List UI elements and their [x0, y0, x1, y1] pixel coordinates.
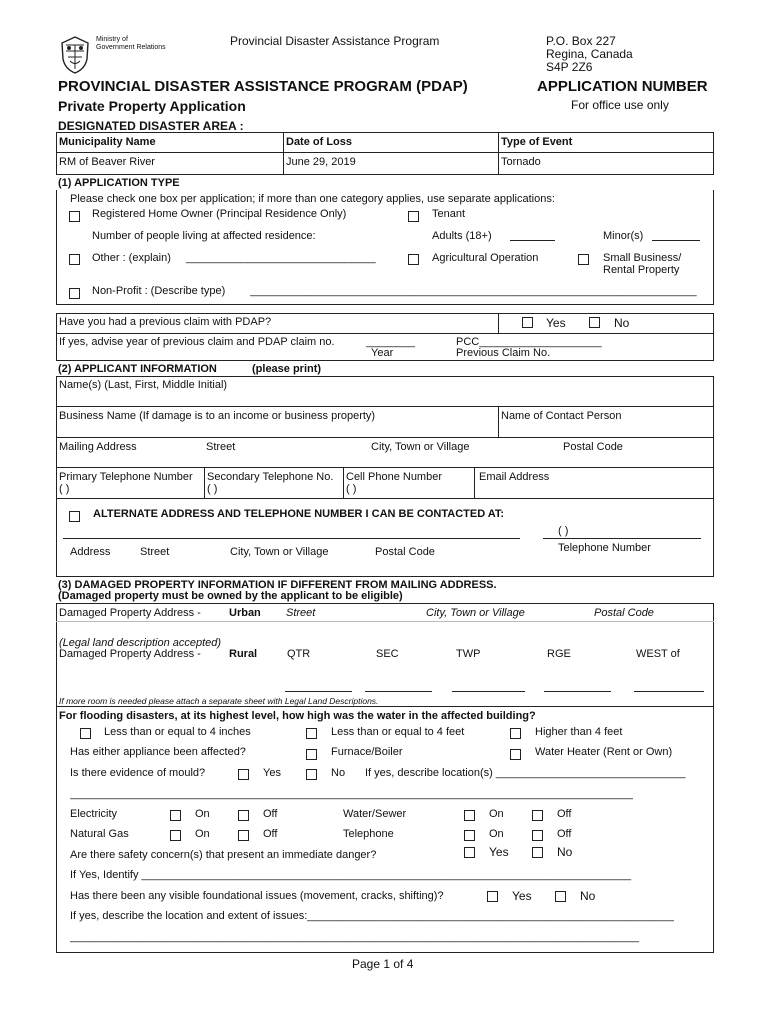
- primary-phone-label[interactable]: Primary Telephone Number: [59, 471, 193, 483]
- mould-yes-label: Yes: [263, 767, 281, 779]
- lt-4-feet-label: Less than or equal to 4 feet: [331, 726, 465, 738]
- secondary-phone-paren: ( ): [207, 483, 218, 495]
- telephone-label: Telephone: [343, 828, 394, 840]
- west-of-field[interactable]: [634, 691, 704, 692]
- electricity-off-label: Off: [263, 808, 278, 820]
- small-business-checkbox[interactable]: [578, 254, 589, 265]
- col-municipality: Municipality Name: [59, 136, 156, 148]
- secondary-phone-label[interactable]: Secondary Telephone No.: [207, 471, 334, 483]
- mould-question: Is there evidence of mould?: [70, 767, 206, 779]
- furnace-checkbox[interactable]: [306, 749, 317, 760]
- cell-phone-paren: ( ): [346, 483, 357, 495]
- non-profit-label: Non-Profit : (Describe type): [92, 285, 226, 297]
- section-application-type: (1) APPLICATION TYPE: [58, 177, 180, 189]
- page-number: Page 1 of 4: [352, 957, 414, 971]
- other-label: Other : (explain): [92, 252, 171, 264]
- identify-field[interactable]: If Yes, Identify ________________________________________________________________________________: [70, 869, 631, 881]
- mailing-address-label[interactable]: Mailing Address: [59, 441, 137, 453]
- home-owner-label: Registered Home Owner (Principal Residence Only): [92, 208, 347, 220]
- rge-label: RGE: [547, 648, 571, 660]
- alt-phone-paren: ( ): [558, 525, 569, 537]
- home-owner-checkbox[interactable]: [69, 211, 80, 222]
- gas-on-label: On: [195, 828, 210, 840]
- twp-label: TWP: [456, 648, 481, 660]
- alternate-address-field[interactable]: [63, 538, 520, 539]
- telephone-on-label: On: [489, 828, 504, 840]
- lt-4-inches-checkbox[interactable]: [80, 728, 91, 739]
- electricity-on-checkbox[interactable]: [170, 810, 181, 821]
- flooding-question: For flooding disasters, at its highest level, how high was the water in the affected building?: [59, 710, 536, 722]
- previous-claim-question: Have you had a previous claim with PDAP?: [59, 316, 272, 328]
- rental-property-label: Rental Property: [603, 264, 680, 276]
- damaged-address-label-rural: Damaged Property Address -: [59, 648, 201, 660]
- program-header: Provincial Disaster Assistance Program: [230, 34, 440, 48]
- west-of-label: WEST of: [636, 648, 680, 660]
- water-heater-label: Water Heater (Rent or Own): [535, 746, 673, 758]
- telephone-off-checkbox[interactable]: [532, 830, 543, 841]
- municipality-value[interactable]: RM of Beaver River: [59, 156, 155, 168]
- mould-no-checkbox[interactable]: [306, 769, 317, 780]
- alternate-address-label: ALTERNATE ADDRESS AND TELEPHONE NUMBER I CAN BE CONTACTED AT:: [93, 508, 505, 520]
- non-profit-checkbox[interactable]: [69, 288, 80, 299]
- urban-postal-label[interactable]: Postal Code: [594, 607, 654, 619]
- small-business-label: Small Business/: [603, 252, 682, 264]
- electricity-off-checkbox[interactable]: [238, 810, 249, 821]
- section-applicant-info: (2) APPLICANT INFORMATION: [58, 363, 217, 375]
- qtr-label: QTR: [287, 648, 311, 660]
- designated-area-label: DESIGNATED DISASTER AREA :: [58, 119, 244, 133]
- qtr-field[interactable]: [285, 691, 352, 692]
- sec-field[interactable]: [365, 691, 432, 692]
- alt-street-label: Street: [140, 546, 170, 558]
- agricultural-checkbox[interactable]: [408, 254, 419, 265]
- foundation-yes-label: Yes: [512, 889, 532, 903]
- water-sewer-off-checkbox[interactable]: [532, 810, 543, 821]
- previous-claim-yes-checkbox[interactable]: [522, 317, 533, 328]
- col-type-of-event: Type of Event: [501, 136, 573, 148]
- previous-claim-no-caption: Previous Claim No.: [456, 347, 551, 359]
- street-label: Street: [206, 441, 236, 453]
- business-name-label[interactable]: Business Name (If damage is to an income or business property): [59, 410, 376, 422]
- telephone-on-checkbox[interactable]: [464, 830, 475, 841]
- adults-label: Adults (18+): [432, 230, 492, 242]
- pcc-field[interactable]: PCC____________________: [456, 336, 602, 348]
- foundation-no-label: No: [580, 889, 596, 903]
- rural-label: Rural: [229, 648, 258, 660]
- adults-field[interactable]: [510, 240, 555, 241]
- mould-no-label: No: [331, 767, 346, 779]
- mould-location-field[interactable]: If yes, describe location(s) _______________________________: [365, 767, 686, 779]
- alt-postal-label: Postal Code: [375, 546, 435, 558]
- previous-claim-no-label: No: [614, 316, 630, 330]
- cell-phone-label[interactable]: Cell Phone Number: [346, 471, 442, 483]
- damaged-property-note: (Damaged property must be owned by the applicant to be eligible): [58, 590, 403, 602]
- water-heater-checkbox[interactable]: [510, 749, 521, 760]
- rge-field[interactable]: [544, 691, 611, 692]
- alt-city-label: City, Town or Village: [230, 546, 329, 558]
- address-line-1: P.O. Box 227: [546, 34, 616, 48]
- water-sewer-on-label: On: [489, 808, 504, 820]
- address-line-3: S4P 2Z6: [546, 60, 593, 74]
- tenant-label: Tenant: [432, 208, 466, 220]
- alt-phone-label: Telephone Number: [558, 542, 651, 554]
- lt-4-feet-checkbox[interactable]: [306, 728, 317, 739]
- water-sewer-off-label: Off: [557, 808, 572, 820]
- date-of-loss-value[interactable]: June 29, 2019: [286, 156, 356, 168]
- primary-phone-paren: ( ): [59, 483, 70, 495]
- other-explain-field[interactable]: _______________________________: [186, 252, 376, 264]
- previous-claim-yes-label: Yes: [546, 316, 566, 330]
- tenant-checkbox[interactable]: [408, 211, 419, 222]
- safety-yes-checkbox[interactable]: [464, 847, 475, 858]
- contact-person-label[interactable]: Name of Contact Person: [501, 410, 622, 422]
- urban-street-label[interactable]: Street: [286, 607, 316, 619]
- foundation-describe-line[interactable]: _____________________________________________________________________________________________: [70, 931, 639, 943]
- address-line-2: Regina, Canada: [546, 47, 633, 61]
- alt-address-label: Address: [70, 546, 111, 558]
- minors-label: Minor(s): [603, 230, 644, 242]
- mould-yes-checkbox[interactable]: [238, 769, 249, 780]
- twp-field[interactable]: [452, 691, 525, 692]
- alternate-address-checkbox[interactable]: [69, 511, 80, 522]
- page-subtitle: Private Property Application: [58, 98, 246, 114]
- page-title: PROVINCIAL DISASTER ASSISTANCE PROGRAM (PDAP): [58, 78, 468, 95]
- office-use-note: For office use only: [571, 98, 669, 112]
- year-field[interactable]: ________: [366, 336, 415, 348]
- ministry-logo-text: Ministry of Government Relations: [96, 36, 166, 51]
- safety-no-checkbox[interactable]: [532, 847, 543, 858]
- event-type-value[interactable]: Tornado: [501, 156, 541, 168]
- appliance-question: Has either appliance been affected?: [70, 746, 246, 758]
- people-living-label: Number of people living at affected residence:: [92, 230, 316, 242]
- natural-gas-label: Natural Gas: [70, 828, 129, 840]
- electricity-on-label: On: [195, 808, 210, 820]
- email-label[interactable]: Email Address: [479, 471, 550, 483]
- mould-location-line[interactable]: ____________________________________________________________________________________________: [70, 788, 633, 800]
- more-room-note: If more room is needed please attach a separate sheet with Legal Land Descriptions.: [59, 696, 379, 706]
- gas-on-checkbox[interactable]: [170, 830, 181, 841]
- year-label: Year: [371, 347, 394, 359]
- gas-off-label: Off: [263, 828, 278, 840]
- urban-label: Urban: [229, 607, 261, 619]
- section-damaged-property: (3) DAMAGED PROPERTY INFORMATION IF DIFFERENT FROM MAILING ADDRESS.: [58, 579, 497, 591]
- postal-code-label: Postal Code: [563, 441, 623, 453]
- sec-label: SEC: [376, 648, 399, 660]
- legal-land-note: (Legal land description accepted): [59, 637, 222, 649]
- non-profit-field[interactable]: _________________________________________________________________________: [250, 285, 697, 297]
- application-instructions: Please check one box per application; if more than one category applies, use separate applications:: [70, 193, 555, 205]
- lt-4-inches-label: Less than or equal to 4 inches: [104, 726, 251, 738]
- previous-claim-no-checkbox[interactable]: [589, 317, 600, 328]
- water-sewer-label: Water/Sewer: [343, 808, 407, 820]
- gt-4-feet-checkbox[interactable]: [510, 728, 521, 739]
- minors-field[interactable]: [652, 240, 700, 241]
- col-date-of-loss: Date of Loss: [286, 136, 353, 148]
- print-note: (please print): [252, 363, 322, 375]
- water-sewer-on-checkbox[interactable]: [464, 810, 475, 821]
- advise-year-label: If yes, advise year of previous claim and PDAP claim no.: [59, 336, 335, 348]
- furnace-label: Furnace/Boiler: [331, 746, 403, 758]
- safety-question: Are there safety concern(s) that present an immediate danger?: [70, 849, 377, 861]
- telephone-off-label: Off: [557, 828, 572, 840]
- application-number-label: APPLICATION NUMBER: [537, 78, 708, 95]
- names-label[interactable]: Name(s) (Last, First, Middle Initial): [59, 379, 228, 391]
- urban-city-label[interactable]: City, Town or Village: [426, 607, 525, 619]
- electricity-label: Electricity: [70, 808, 118, 820]
- foundation-question: Has there been any visible foundational issues (movement, cracks, shifting)?: [70, 890, 444, 902]
- other-checkbox[interactable]: [69, 254, 80, 265]
- alternate-phone-field[interactable]: [543, 538, 701, 539]
- safety-no-label: No: [557, 845, 573, 859]
- crest-logo-icon: [58, 35, 92, 75]
- city-label: City, Town or Village: [371, 441, 470, 453]
- foundation-no-checkbox[interactable]: [555, 891, 566, 902]
- gas-off-checkbox[interactable]: [238, 830, 249, 841]
- damaged-address-label: Damaged Property Address -: [59, 607, 201, 619]
- agricultural-label: Agricultural Operation: [432, 252, 539, 264]
- foundation-describe-field[interactable]: If yes, describe the location and extent of issues:____________________________________________________________: [70, 910, 674, 922]
- gt-4-feet-label: Higher than 4 feet: [535, 726, 623, 738]
- foundation-yes-checkbox[interactable]: [487, 891, 498, 902]
- safety-yes-label: Yes: [489, 845, 509, 859]
